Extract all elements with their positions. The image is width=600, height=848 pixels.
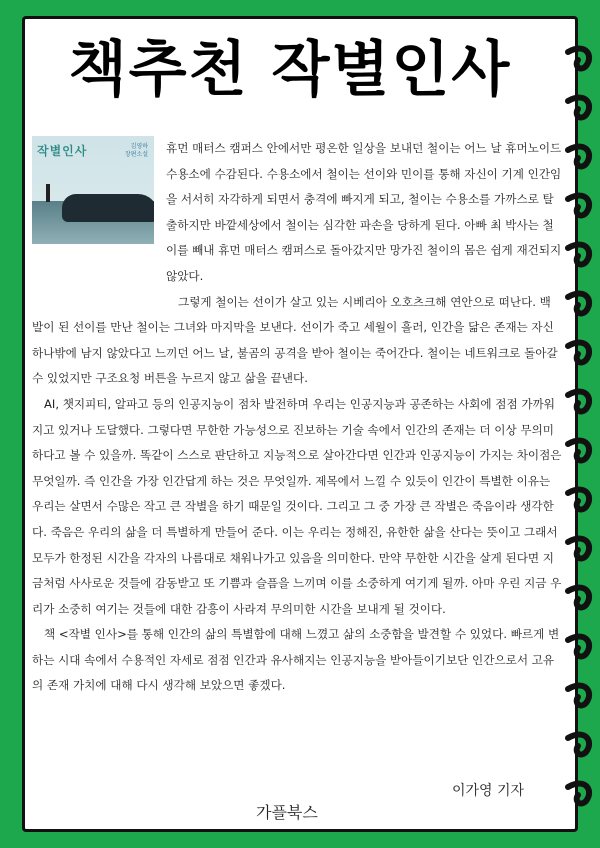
cover-title: 작별인사: [37, 144, 88, 158]
paragraph-2: 그렇게 철이는 선이가 살고 있는 시베리아 오호츠크해 연안으로 떠난다. 백발이 된 선이를 만난 철이는 그녀와 마지막을 보낸다. 선이가 죽고 세월이 흘러, 인간을 닮은 존재는 자신 하나밖에 남지 않았다고 느끼던 어느 날, 불곰의 공격을 받아 철이는 죽어간다. 철이는 네트워크로 돌아갈 수 있었지만 구조요청 버튼을 누르지 않고 삶을 끝낸다.: [32, 294, 558, 386]
author-signature: 이가영 기자: [452, 783, 525, 799]
paragraph-1: 휴먼 매터스 캠퍼스 안에서만 평온한 일상을 보내던 철이는 어느 날 휴머노이드 수용소에 수감된다. 수용소에서 철이는 선이와 민이를 통해 자신이 기계 인간임을 서서히 자각하게 되면서 충격에 빠지게 되고, 철이는 수용소를 가까스로 탈출하지만 바깥세상에서 철이는 심각한 파손을 당하게 된다. 아빠 최 박사는 철이를 빼내 휴먼 매터스 캠퍼스로 돌아갔지만 망가진 철이의 몸은 쉽게 재건되지 않았다.: [166, 141, 562, 283]
cover-author: 김영하 장편소설: [124, 143, 148, 158]
paragraph-3: AI, 챗지피티, 알파고 등의 인공지능이 점차 발전하며 우리는 인공지능과 공존하는 사회에 점점 가까워지고 있거나 도달했다. 그렇다면 무한한 가능성으로 진보하는 기술 속에서 인간의 존재는 더 이상 무의미하다고 볼 수 있을까. 똑같이 스스로 판단하고 지능적으로 살아간다면 인간과 인공지능이 가지는 차이점은 무엇일까. 즉 인간을 가장 인간답게 하는 것은 무엇일까. 제목에서 느낄 수 있듯이 인간이 특별한 이유는 우리는 살면서 수많은 작고 큰 작별을 하기 때문일 것이다. 그리고 그 중 가장 큰 작별은 죽음이라 생각한다. 죽음은 우리의 삶을 더 특별하게 만들어 준다. 이는 우리는 정해진, 유한한 삶을 산다는 뜻이고 그래서 모두가 한정된 시간을 각자의 나름대로 채워나가고 있음을 의미한다. 만약 무한한 시간을 살게 된다면 지금처럼 사사로운 것들에 감동받고 또 기쁨과 슬픔을 느끼며 이를 소중하게 여기게 될까. 아마 우린 지금 우리가 소중히 여기는 것들에 대한 감흥이 사라져 무의미한 시간을 보내게 될 것이다.: [32, 396, 562, 616]
publisher-name: 가플북스: [256, 803, 318, 822]
article-body: [32, 136, 562, 699]
paragraph-4: 책 <작별 인사>를 통해 인간의 삶의 특별함에 대해 느꼈고 삶의 소중함을 발견할 수 있었다. 빠르게 변하는 시대 속에서 수용적인 자세로 점점 인간과 유사해지는 인공지능을 받아들이기보단 인간으로서 고유의 존재 가치에 대해 다시 생각해 보았으면 좋겠다.: [32, 627, 560, 693]
page-title: 책추천 작별인사: [68, 35, 512, 105]
